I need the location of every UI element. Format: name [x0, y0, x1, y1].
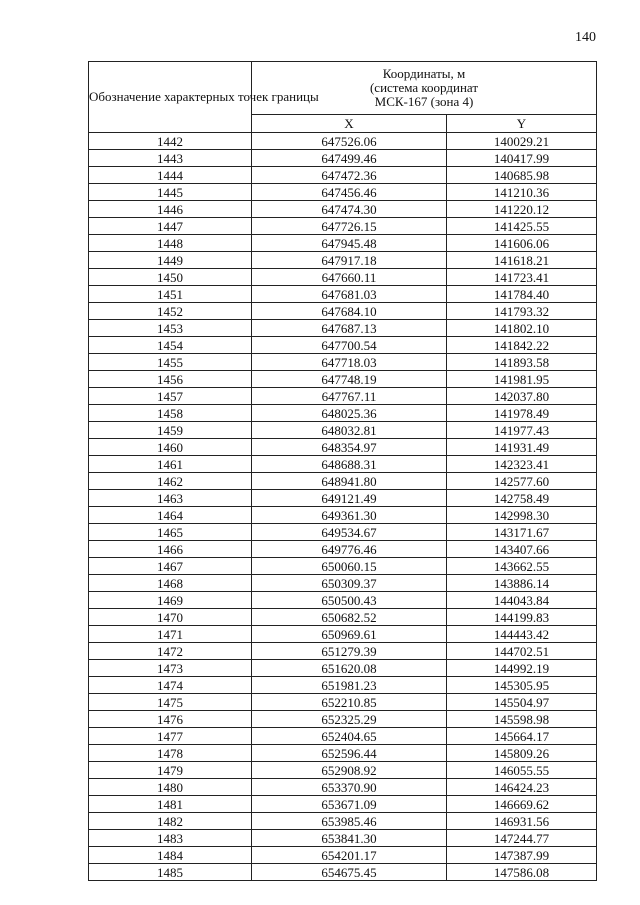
x-coordinate-cell: 652908.92	[252, 762, 447, 779]
table-row	[89, 762, 597, 779]
table-row	[89, 745, 597, 762]
y-coordinate-cell: 141220.12	[447, 201, 597, 218]
y-coordinate-cell: 141842.22	[447, 337, 597, 354]
y-coordinate-cell: 142323.41	[447, 456, 597, 473]
point-id-cell: 1466	[89, 541, 252, 558]
table-row	[89, 473, 597, 490]
table-row	[89, 660, 597, 677]
table-row	[89, 490, 597, 507]
point-id-cell: 1479	[89, 762, 252, 779]
page-number: 140	[575, 30, 596, 45]
table-row	[89, 303, 597, 320]
x-coordinate-cell: 649534.67	[252, 524, 447, 541]
y-coordinate-cell: 147387.99	[447, 847, 597, 864]
header-point-designation-text: Обозначение характерных точек границы	[89, 89, 319, 104]
y-coordinate-cell: 141618.21	[447, 252, 597, 269]
x-coordinate-cell: 647748.19	[252, 371, 447, 388]
point-id-cell: 1443	[89, 150, 252, 167]
x-coordinate-cell: 647660.11	[252, 269, 447, 286]
y-coordinate-cell: 146669.62	[447, 796, 597, 813]
x-coordinate-cell: 647474.30	[252, 201, 447, 218]
point-id-cell: 1472	[89, 643, 252, 660]
point-id-cell: 1485	[89, 864, 252, 881]
x-coordinate-cell: 648354.97	[252, 439, 447, 456]
x-coordinate-cell: 647472.36	[252, 167, 447, 184]
point-id-cell: 1483	[89, 830, 252, 847]
x-coordinate-cell: 650060.15	[252, 558, 447, 575]
point-id-cell: 1469	[89, 592, 252, 609]
table-row	[89, 728, 597, 745]
x-coordinate-cell: 648032.81	[252, 422, 447, 439]
point-id-cell: 1463	[89, 490, 252, 507]
table-row	[89, 439, 597, 456]
header-coordinates-line1: Координаты, м	[382, 66, 466, 81]
header-x: X	[252, 115, 447, 133]
table-row	[89, 830, 597, 847]
y-coordinate-cell: 142037.80	[447, 388, 597, 405]
point-id-cell: 1454	[89, 337, 252, 354]
header-y: Y	[447, 115, 597, 133]
table-row	[89, 592, 597, 609]
x-coordinate-cell: 651981.23	[252, 677, 447, 694]
point-id-cell: 1456	[89, 371, 252, 388]
y-coordinate-cell: 141981.95	[447, 371, 597, 388]
y-coordinate-cell: 141977.43	[447, 422, 597, 439]
y-coordinate-cell: 147586.08	[447, 864, 597, 881]
point-id-cell: 1471	[89, 626, 252, 643]
table-row	[89, 626, 597, 643]
y-coordinate-cell: 141802.10	[447, 320, 597, 337]
y-coordinate-cell: 145504.97	[447, 694, 597, 711]
y-coordinate-cell: 146055.55	[447, 762, 597, 779]
table-row	[89, 456, 597, 473]
x-coordinate-cell: 650500.43	[252, 592, 447, 609]
table-row	[89, 609, 597, 626]
y-coordinate-cell: 141210.36	[447, 184, 597, 201]
x-coordinate-cell: 652404.65	[252, 728, 447, 745]
point-id-cell: 1453	[89, 320, 252, 337]
x-coordinate-cell: 653671.09	[252, 796, 447, 813]
x-coordinate-cell: 653370.90	[252, 779, 447, 796]
y-coordinate-cell: 141793.32	[447, 303, 597, 320]
y-coordinate-cell: 144043.84	[447, 592, 597, 609]
x-coordinate-cell: 654201.17	[252, 847, 447, 864]
x-coordinate-cell: 647526.06	[252, 133, 447, 150]
table-row	[89, 864, 597, 881]
y-coordinate-cell: 145809.26	[447, 745, 597, 762]
y-coordinate-cell: 141723.41	[447, 269, 597, 286]
y-coordinate-cell: 141425.55	[447, 218, 597, 235]
y-coordinate-cell: 141931.49	[447, 439, 597, 456]
table-row	[89, 405, 597, 422]
y-coordinate-cell: 141978.49	[447, 405, 597, 422]
table-row	[89, 286, 597, 303]
table-row	[89, 524, 597, 541]
x-coordinate-cell: 648025.36	[252, 405, 447, 422]
x-coordinate-cell: 647684.10	[252, 303, 447, 320]
table-row	[89, 150, 597, 167]
point-id-cell: 1477	[89, 728, 252, 745]
point-id-cell: 1482	[89, 813, 252, 830]
x-coordinate-cell: 649121.49	[252, 490, 447, 507]
table-row	[89, 388, 597, 405]
x-coordinate-cell: 647681.03	[252, 286, 447, 303]
table-row	[89, 507, 597, 524]
point-id-cell: 1449	[89, 252, 252, 269]
point-id-cell: 1465	[89, 524, 252, 541]
table-row	[89, 337, 597, 354]
x-coordinate-cell: 647456.46	[252, 184, 447, 201]
x-coordinate-cell: 647726.15	[252, 218, 447, 235]
table-row	[89, 677, 597, 694]
point-id-cell: 1457	[89, 388, 252, 405]
y-coordinate-cell: 142577.60	[447, 473, 597, 490]
point-id-cell: 1442	[89, 133, 252, 150]
point-id-cell: 1478	[89, 745, 252, 762]
header-coordinates	[252, 62, 597, 115]
y-coordinate-cell: 146424.23	[447, 779, 597, 796]
y-coordinate-cell: 145305.95	[447, 677, 597, 694]
table-row	[89, 541, 597, 558]
point-id-cell: 1444	[89, 167, 252, 184]
x-coordinate-cell: 650309.37	[252, 575, 447, 592]
x-coordinate-cell: 650969.61	[252, 626, 447, 643]
point-id-cell: 1473	[89, 660, 252, 677]
table-row	[89, 218, 597, 235]
point-id-cell: 1448	[89, 235, 252, 252]
y-coordinate-cell: 141784.40	[447, 286, 597, 303]
point-id-cell: 1484	[89, 847, 252, 864]
x-coordinate-cell: 647499.46	[252, 150, 447, 167]
point-id-cell: 1447	[89, 218, 252, 235]
table-row	[89, 694, 597, 711]
point-id-cell: 1445	[89, 184, 252, 201]
table-header-row	[89, 62, 597, 115]
table-row	[89, 252, 597, 269]
point-id-cell: 1450	[89, 269, 252, 286]
y-coordinate-cell: 144199.83	[447, 609, 597, 626]
y-coordinate-cell: 145598.98	[447, 711, 597, 728]
table-row	[89, 422, 597, 439]
point-id-cell: 1458	[89, 405, 252, 422]
y-coordinate-cell: 140417.99	[447, 150, 597, 167]
point-id-cell: 1470	[89, 609, 252, 626]
point-id-cell: 1476	[89, 711, 252, 728]
point-id-cell: 1452	[89, 303, 252, 320]
y-coordinate-cell: 146931.56	[447, 813, 597, 830]
header-coordinates-line3: МСК-167 (зона 4)	[374, 94, 474, 109]
table-row	[89, 133, 597, 150]
table-row	[89, 167, 597, 184]
table-row	[89, 269, 597, 286]
table-row	[89, 558, 597, 575]
x-coordinate-cell: 652325.29	[252, 711, 447, 728]
point-id-cell: 1467	[89, 558, 252, 575]
x-coordinate-cell: 654675.45	[252, 864, 447, 881]
point-id-cell: 1475	[89, 694, 252, 711]
x-coordinate-cell: 649776.46	[252, 541, 447, 558]
y-coordinate-cell: 142758.49	[447, 490, 597, 507]
table-row	[89, 235, 597, 252]
x-coordinate-cell: 648941.80	[252, 473, 447, 490]
coordinates-table	[88, 61, 597, 881]
table-row	[89, 575, 597, 592]
point-id-cell: 1455	[89, 354, 252, 371]
y-coordinate-cell: 143407.66	[447, 541, 597, 558]
y-coordinate-cell: 141893.58	[447, 354, 597, 371]
table-row	[89, 371, 597, 388]
x-coordinate-cell: 650682.52	[252, 609, 447, 626]
y-coordinate-cell: 143171.67	[447, 524, 597, 541]
header-coordinates-line2: (система координат	[369, 80, 479, 95]
point-id-cell: 1481	[89, 796, 252, 813]
y-coordinate-cell: 144702.51	[447, 643, 597, 660]
point-id-cell: 1480	[89, 779, 252, 796]
y-coordinate-cell: 147244.77	[447, 830, 597, 847]
y-coordinate-cell: 144443.42	[447, 626, 597, 643]
y-coordinate-cell: 143662.55	[447, 558, 597, 575]
point-id-cell: 1446	[89, 201, 252, 218]
y-coordinate-cell: 142998.30	[447, 507, 597, 524]
point-id-cell: 1461	[89, 456, 252, 473]
table-row	[89, 779, 597, 796]
x-coordinate-cell: 651279.39	[252, 643, 447, 660]
point-id-cell: 1462	[89, 473, 252, 490]
point-id-cell: 1464	[89, 507, 252, 524]
x-coordinate-cell: 651620.08	[252, 660, 447, 677]
table-row	[89, 184, 597, 201]
point-id-cell: 1468	[89, 575, 252, 592]
x-coordinate-cell: 647767.11	[252, 388, 447, 405]
point-id-cell: 1474	[89, 677, 252, 694]
x-coordinate-cell: 652596.44	[252, 745, 447, 762]
table-row	[89, 643, 597, 660]
table-row	[89, 201, 597, 218]
point-id-cell: 1460	[89, 439, 252, 456]
table-row	[89, 320, 597, 337]
point-id-cell: 1459	[89, 422, 252, 439]
x-coordinate-cell: 647700.54	[252, 337, 447, 354]
table-row	[89, 711, 597, 728]
y-coordinate-cell: 140685.98	[447, 167, 597, 184]
point-id-cell: 1451	[89, 286, 252, 303]
header-point-designation	[89, 62, 319, 133]
y-coordinate-cell: 140029.21	[447, 133, 597, 150]
table-row	[89, 354, 597, 371]
y-coordinate-cell: 141606.06	[447, 235, 597, 252]
table-body	[89, 133, 597, 881]
x-coordinate-cell: 652210.85	[252, 694, 447, 711]
x-coordinate-cell: 647687.13	[252, 320, 447, 337]
x-coordinate-cell: 647917.18	[252, 252, 447, 269]
x-coordinate-cell: 647718.03	[252, 354, 447, 371]
x-coordinate-cell: 653841.30	[252, 830, 447, 847]
x-coordinate-cell: 649361.30	[252, 507, 447, 524]
x-coordinate-cell: 647945.48	[252, 235, 447, 252]
table-row	[89, 813, 597, 830]
x-coordinate-cell: 653985.46	[252, 813, 447, 830]
y-coordinate-cell: 143886.14	[447, 575, 597, 592]
y-coordinate-cell: 144992.19	[447, 660, 597, 677]
x-coordinate-cell: 648688.31	[252, 456, 447, 473]
table-row	[89, 796, 597, 813]
table-row	[89, 847, 597, 864]
y-coordinate-cell: 145664.17	[447, 728, 597, 745]
